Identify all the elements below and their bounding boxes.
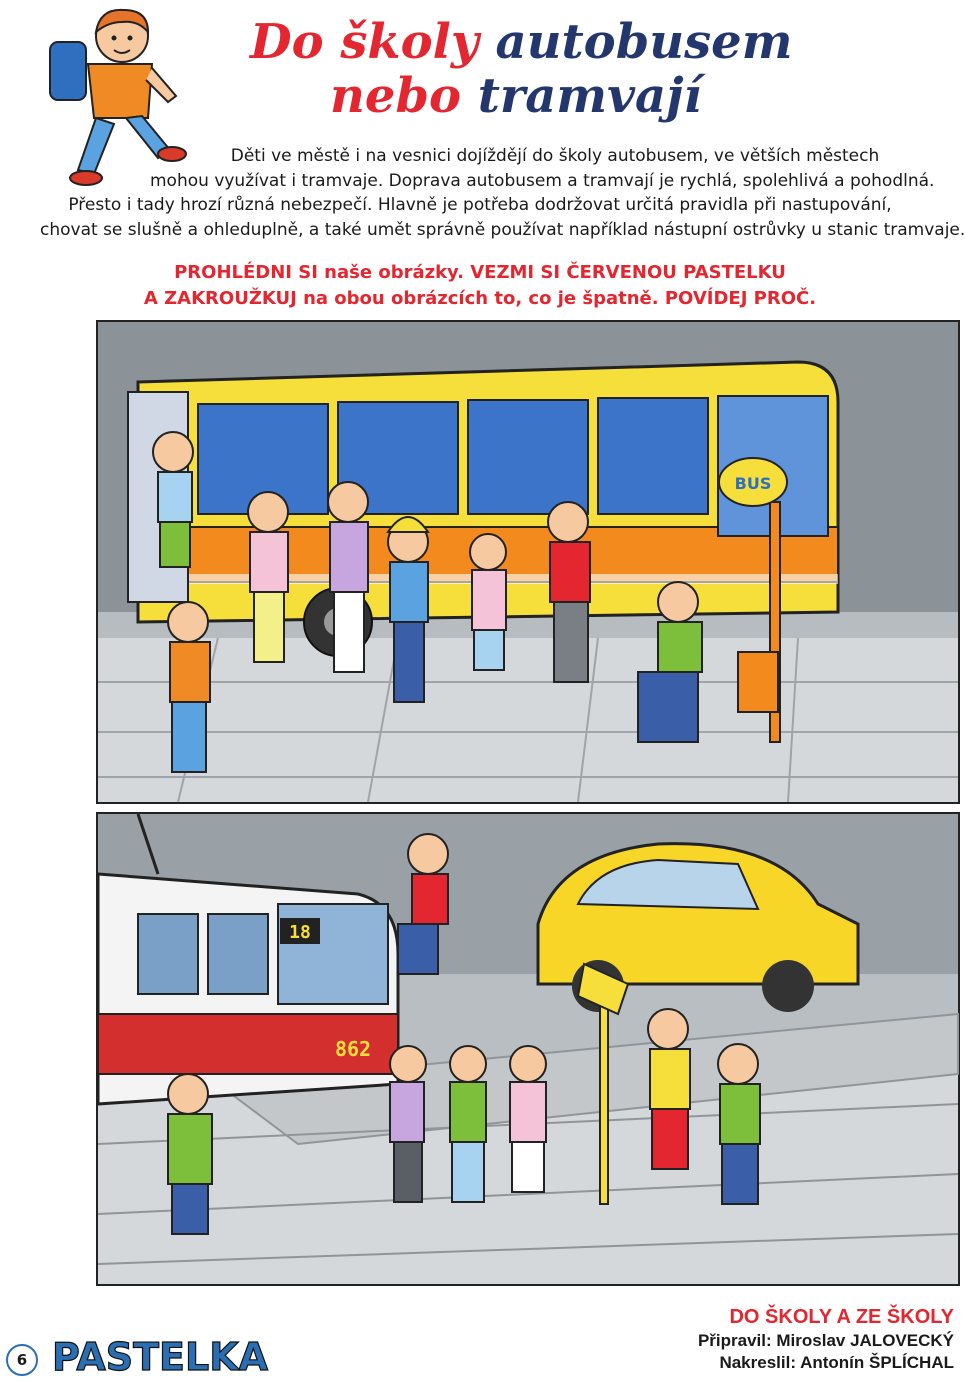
intro-line-4: chovat se slušně a ohleduplně, a také umět správně používat například nástupní ostrůvky u stanic tramvaje. [40,219,965,240]
credits-block [698,1304,954,1374]
child-cap [390,1046,426,1202]
child-2 [248,492,288,662]
tram-vehicle-number: 862 [334,1037,372,1061]
intro-line-2: mohou využívat i tramvaje. Doprava autobusem a tramvají je rychlá, spolehlivá a pohodlná. [150,170,935,191]
page-title-line2 [330,68,702,124]
child-3 [328,482,368,672]
title-part-autobusem: autobusem [495,14,793,70]
child-8 [168,602,210,772]
child-phone [168,1074,212,1234]
task-line-2: A ZAKROUŽKUJ na obou obrázcích to, co je špatně. POVÍDEJ PROČ. [143,288,817,309]
illustrated-by: Nakreslil: Antonín ŠPLÍCHAL [719,1353,954,1372]
series-name: DO ŠKOLY A ZE ŠKOLY [729,1306,954,1328]
intro-line-3: Přesto i tady hrozí různá nebezpečí. Hlavně je potřeba dodržovat určitá pravidla při nastupování, [68,195,892,215]
task-instruction [40,260,920,312]
bus-scene-illustration [96,320,960,804]
child-green [450,1046,486,1202]
child-icecream [648,1009,690,1169]
child-right [718,1044,760,1204]
bus-stop-sign-label: BUS [734,474,772,493]
pastelka-logo [52,1330,269,1379]
pastelka-logo-text: PASTELKA [52,1335,269,1379]
page-title-line1 [250,14,793,70]
tram-scene-illustration [96,812,960,1286]
intro-paragraph [40,144,965,242]
child-girl [510,1046,546,1192]
title-part-do-skoly: Do školy [250,14,479,70]
title-part-tramvaji: tramvají [477,68,702,124]
title-part-nebo: nebo [330,68,462,124]
intro-line-1: Děti ve městě i na vesnici dojíždějí do školy autobusem, ve větších městech [230,146,880,166]
trash-bin [738,652,778,712]
page-number-badge: 6 [6,1344,38,1376]
tram-line-number: 18 [289,922,311,943]
child-5 [470,534,506,670]
child-4 [388,517,428,702]
child-1 [153,432,193,567]
child-6 [548,502,590,682]
prepared-by: Připravil: Miroslav JALOVECKÝ [697,1331,954,1350]
task-line-1: PROHLÉDNI SI naše obrázky. VEZMI SI ČERVENOU PASTELKU [174,262,786,283]
